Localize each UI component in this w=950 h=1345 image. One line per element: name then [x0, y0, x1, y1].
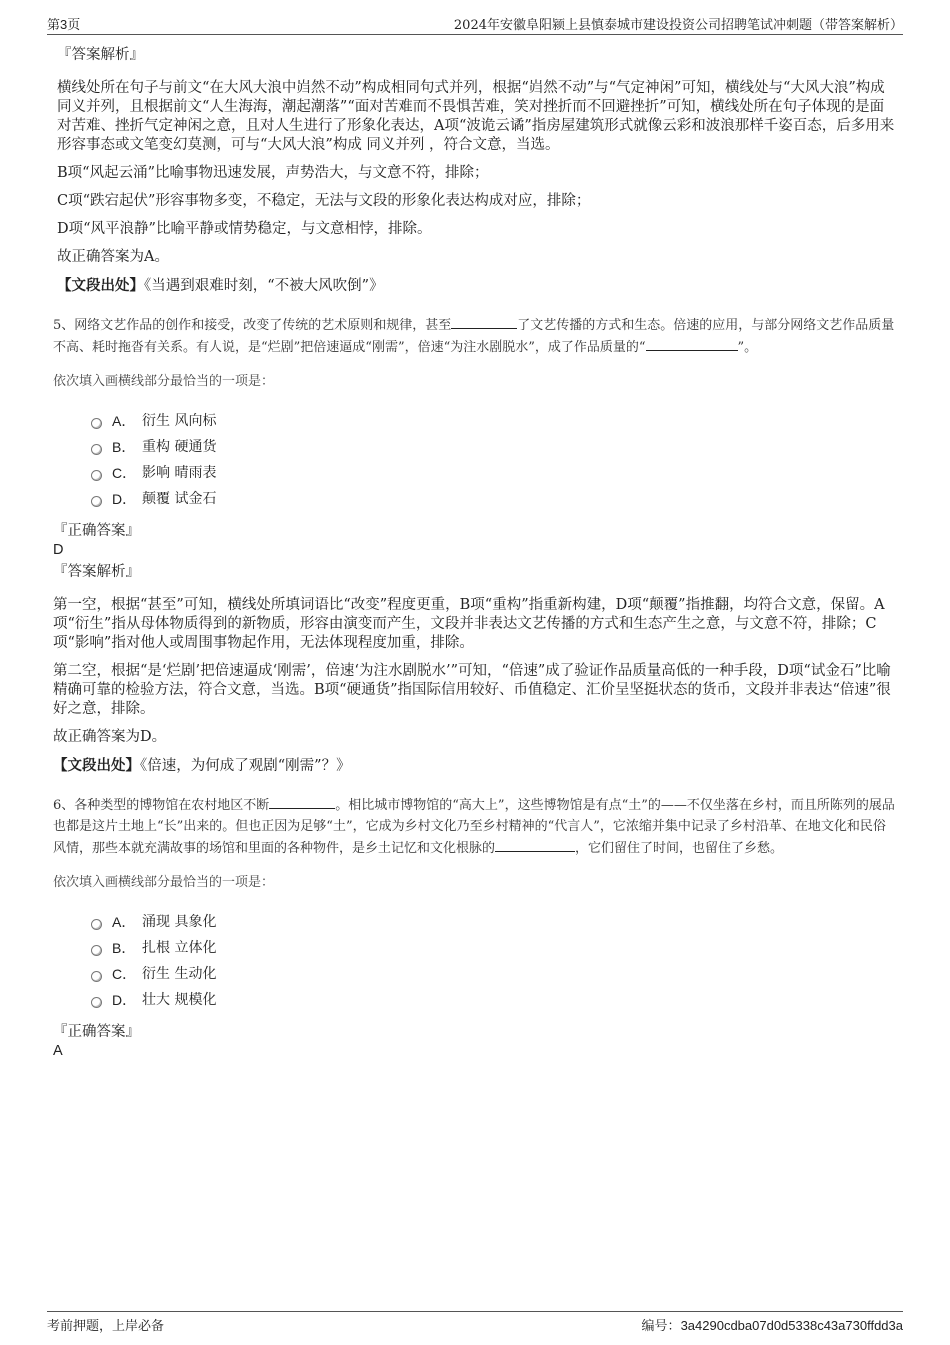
question-stem: 5、网络文艺作品的创作和接受，改变了传统的艺术原则和规律，甚至 了文艺传播的方式和生态。倍速的应用，与部分网络文艺作品质量不高、耗时拖沓有关系。有人说，是“烂剧”把倍速逼成“刚需”，倍速“为注水剧脱水”，成了作品质量的“ ”。 — [53, 314, 897, 358]
correct-answer-label: 『正确答案』 — [53, 523, 140, 539]
analysis-paragraph: D项“风平浪静”比喻平静或情势稳定，与文意相悖，排除。 — [57, 221, 432, 237]
footer-slogan: 考前押题，上岸必备 — [47, 1319, 165, 1334]
option-b[interactable]: B． 扎根 立体化 — [91, 935, 897, 961]
correct-answer-value: A — [53, 1043, 63, 1059]
analysis-paragraph: C项“跌宕起伏”形容事物多变，不稳定，无法与文段的形象化表达构成对应，排除； — [57, 193, 591, 209]
correct-answer-label: 『正确答案』 — [53, 1024, 140, 1040]
source-label: 【文段出处】 — [53, 757, 140, 774]
option-d[interactable]: D． 颠覆 试金石 — [91, 486, 897, 512]
question-5 — [53, 314, 897, 776]
analysis-paragraph: 第一空，根据“甚至”可知，横线处所填词语比“改变”程度更重，B项“重构”指重新构建，D项“颠覆”指推翻，均符合文意，保留。A项“衍生”指从母体物质得到的新物质，形容由演变而产生，文段并非表达文艺传播的方式和生态产生之意，与文意不符，排除；C项“影响”指对他人或周围事物起作用，无法体现程度加重，排除。 — [53, 597, 885, 651]
option-list — [91, 408, 897, 512]
radio-button-icon[interactable] — [91, 919, 102, 930]
page-number: 第3页 — [47, 17, 81, 32]
fill-blank — [451, 314, 517, 329]
page-footer — [47, 1311, 903, 1335]
source-line — [57, 276, 897, 296]
page-content — [53, 46, 897, 1064]
analysis-label: 『答案解析』 — [53, 564, 140, 580]
source-text: 《倍速，为何成了观剧“刚需”？》 — [140, 758, 351, 774]
document-title: 2024年安徽阜阳颍上县慎泰城市建设投资公司招聘笔试冲刺题（带答案解析） — [453, 18, 903, 33]
analysis-paragraph: 故正确答案为D。 — [53, 729, 167, 745]
radio-button-icon[interactable] — [91, 971, 102, 982]
q4-analysis — [57, 46, 897, 296]
option-d[interactable]: D． 壮大 规模化 — [91, 987, 897, 1013]
radio-button-icon[interactable] — [91, 997, 102, 1008]
option-b[interactable]: B． 重构 硬通货 — [91, 434, 897, 460]
question-6 — [53, 794, 897, 1061]
analysis-label: 『答案解析』 — [57, 47, 144, 63]
source-text: 《当遇到艰难时刻，“不被大风吹倒”》 — [144, 278, 384, 294]
radio-button-icon[interactable] — [91, 418, 102, 429]
radio-button-icon[interactable] — [91, 444, 102, 455]
radio-button-icon[interactable] — [91, 470, 102, 481]
option-list — [91, 909, 897, 1013]
option-c[interactable]: C． 影响 晴雨表 — [91, 460, 897, 486]
question-stem: 6、各种类型的博物馆在农村地区不断 。相比城市博物馆的“高大上”，这些博物馆是有点“土”的——不仅坐落在乡村，而且所陈列的展品也都是这片土地上“长”出来的。但也正因为足够“土”，它成为乡村文化乃至乡村精神的“代言人”，它浓缩并集中记录了乡村沿革、在地文化和民俗风情，那些本就充满故事的场馆和里面的各种物件，是乡土记忆和文化根脉的 ，它们留住了时间，也留住了乡愁。 — [53, 794, 897, 859]
correct-answer-value: D — [53, 542, 64, 558]
fill-blank — [646, 336, 738, 351]
question-prompt: 依次填入画横线部分最恰当的一项是： — [53, 875, 275, 890]
source-line — [53, 756, 897, 776]
document-code — [642, 1315, 903, 1334]
option-a[interactable]: A． 衍生 风向标 — [91, 408, 897, 434]
question-prompt: 依次填入画横线部分最恰当的一项是： — [53, 374, 275, 389]
fill-blank — [495, 837, 575, 852]
option-c[interactable]: C． 衍生 生动化 — [91, 961, 897, 987]
code-label: 编号： — [641, 1319, 681, 1334]
code-value: 3a4290cdba07d0d5338c43a730ffdd3a — [680, 1318, 903, 1333]
source-label: 【文段出处】 — [57, 277, 144, 294]
option-a[interactable]: A． 涌现 具象化 — [91, 909, 897, 935]
analysis-paragraph: 故正确答案为A。 — [57, 249, 169, 265]
analysis-paragraph: B项“风起云涌”比喻事物迅速发展，声势浩大，与文意不符，排除； — [57, 165, 489, 181]
page-header — [47, 14, 903, 35]
radio-button-icon[interactable] — [91, 496, 102, 507]
fill-blank — [269, 794, 335, 809]
analysis-paragraph: 第二空，根据“是‘烂剧’把倍速逼成‘刚需’，倍速‘为注水剧脱水’”可知，“倍速”成了验证作品质量高低的一种手段，D项“试金石”比喻精确可靠的检验方法，符合文意，当选。B项“硬通货”指国际信用较好、币值稳定、汇价呈坚挺状态的货币，文段并非表达“倍速”很好之意，排除。 — [53, 663, 891, 717]
radio-button-icon[interactable] — [91, 945, 102, 956]
analysis-paragraph: 横线处所在句子与前文“在大风大浪中岿然不动”构成相同句式并列，根据“岿然不动”与“气定神闲”可知，横线处与“大风大浪”构成同义并列，且根据前文“人生海海，潮起潮落”“面对苦难而不畏惧苦难，笑对挫折而不回避挫折”可知，横线处所在句子体现的是面对苦难、挫折气定神闲之意，且对人生进行了形象化表达，A项“波诡云谲”指房屋建筑形式就像云彩和波浪那样千姿百态，后多用来形容事态或文笔变幻莫测，可与“大风大浪”构成 同义并列 ，符合文意，当选。 — [57, 80, 895, 153]
